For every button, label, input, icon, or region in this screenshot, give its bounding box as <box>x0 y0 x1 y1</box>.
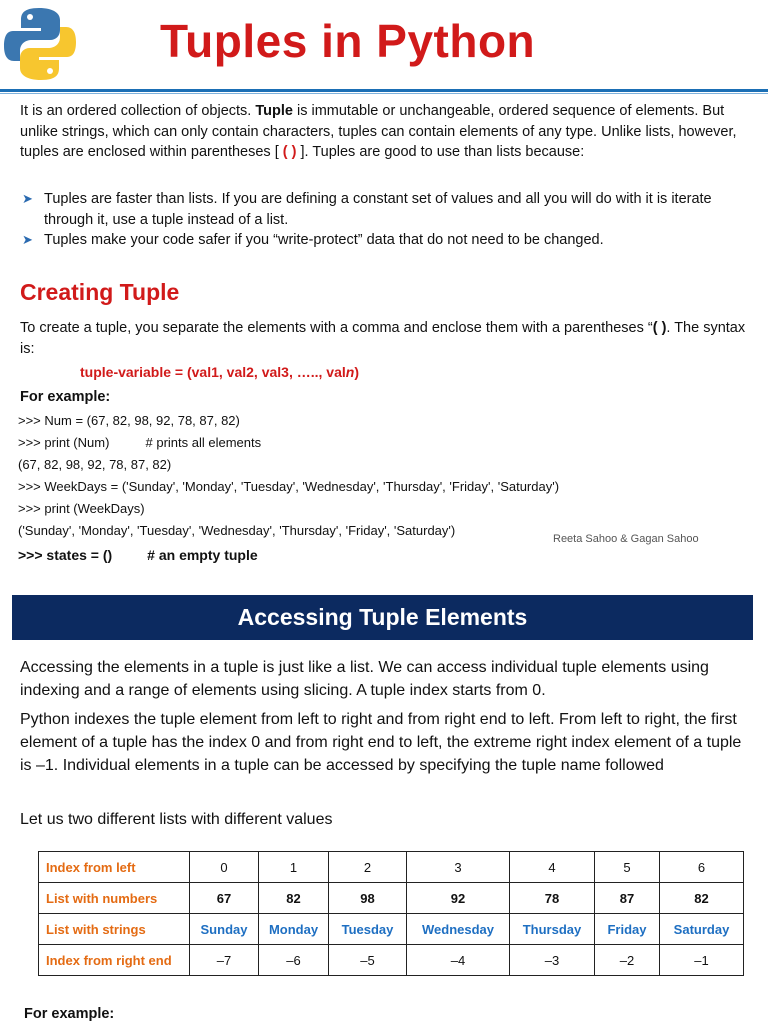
table-cell: –7 <box>190 945 259 976</box>
table-cell: 82 <box>660 883 744 914</box>
row-label: List with numbers <box>39 883 190 914</box>
table-cell: 2 <box>329 852 407 883</box>
accessing-paragraph-1: Accessing the elements in a tuple is just like a list. We can access individual tuple elements using indexing and a range of elements using slicing. A tuple index starts from 0. <box>20 659 709 699</box>
arrow-bullet-icon: ➤ <box>22 232 33 248</box>
accessing-paragraph-3: Let us two different lists with different values <box>20 811 333 828</box>
table-cell: 98 <box>329 883 407 914</box>
code-line: >>> WeekDays = ('Sunday', 'Monday', 'Tuesday', 'Wednesday', 'Thursday', 'Friday', 'Saturday') <box>18 479 560 494</box>
header-divider <box>0 89 768 92</box>
for-example-label-2: For example: <box>24 1006 115 1022</box>
row-label: Index from right end <box>39 945 190 976</box>
row-label: List with strings <box>39 914 190 945</box>
table-cell: Thursday <box>510 914 595 945</box>
table-cell: –1 <box>660 945 744 976</box>
table-cell: 1 <box>259 852 329 883</box>
code-line: >>> Num = (67, 82, 98, 92, 78, 87, 82) <box>18 413 240 428</box>
for-example-label: For example: <box>20 389 111 405</box>
section-banner-accessing: Accessing Tuple Elements <box>12 595 753 640</box>
header-divider-thin <box>0 93 768 94</box>
table-cell: –5 <box>329 945 407 976</box>
python-logo-icon <box>3 6 77 82</box>
code-line: >>> print (WeekDays) <box>18 501 145 516</box>
table-cell: 78 <box>510 883 595 914</box>
code-line: >>> states = () # an empty tuple <box>18 547 258 563</box>
table-row <box>39 914 744 945</box>
table-cell: –4 <box>407 945 510 976</box>
table-cell: Monday <box>259 914 329 945</box>
table-cell: 3 <box>407 852 510 883</box>
code-line: (67, 82, 98, 92, 78, 87, 82) <box>18 457 172 472</box>
table-cell: –3 <box>510 945 595 976</box>
table-cell: Saturday <box>660 914 744 945</box>
syntax-line: tuple-variable = (val1, val2, val3, ….., valn) <box>80 364 359 380</box>
table-cell: 5 <box>595 852 660 883</box>
list-item: ➤ Tuples are faster than lists. If you are defining a constant set of values and all you will do with it is iterate through it, use a tuple instead of a list. <box>22 191 712 228</box>
table-cell: 92 <box>407 883 510 914</box>
creating-paragraph: To create a tuple, you separate the elements with a comma and enclose them with a parentheses “( ). The syntax is: <box>20 320 746 357</box>
table-cell: –6 <box>259 945 329 976</box>
table-cell: 4 <box>510 852 595 883</box>
section-heading-creating-tuple: Creating Tuple <box>20 279 180 305</box>
list-item: ➤ Tuples make your code safer if you “write-protect” data that do not need to be changed. <box>20 230 740 251</box>
table-cell: Wednesday <box>407 914 510 945</box>
table-row <box>39 945 744 976</box>
table-row <box>39 883 744 914</box>
table-cell: 67 <box>190 883 259 914</box>
author-credit: Reeta Sahoo & Gagan Sahoo <box>553 533 699 545</box>
table-row <box>39 852 744 883</box>
accessing-paragraph-2: Python indexes the tuple element from left to right and from right end to left. From left to right, the first element of a tuple has the index 0 and from right end to left, the extreme right index element of a tuple is –1. Individual elements in a tuple can be accessed by specifying the tuple name followed <box>20 711 742 774</box>
table-cell: –2 <box>595 945 660 976</box>
table-cell: Tuesday <box>329 914 407 945</box>
tuple-index-table <box>38 851 744 976</box>
table-cell: 87 <box>595 883 660 914</box>
arrow-bullet-icon: ➤ <box>22 191 33 206</box>
code-line: >>> print (Num) # prints all elements <box>18 435 262 450</box>
table-cell: Sunday <box>190 914 259 945</box>
page-title: Tuples in Python <box>160 15 536 67</box>
table-cell: 6 <box>660 852 744 883</box>
intro-paragraph: It is an ordered collection of objects. Tuple is immutable or unchangeable, ordered sequence of elements. But unlike strings, which can only contain characters, tuples can contain elements of any type. Unlike lists, however, tuples are enclosed within parentheses [ ( ) ]. Tuples are good to use than lists because: <box>20 103 737 161</box>
table-cell: Friday <box>595 914 660 945</box>
table-cell: 82 <box>259 883 329 914</box>
row-label: Index from left <box>39 852 190 883</box>
table-cell: 0 <box>190 852 259 883</box>
code-line: ('Sunday', 'Monday', 'Tuesday', 'Wednesday', 'Thursday', 'Friday', 'Saturday') <box>18 523 456 538</box>
benefits-list <box>20 189 740 251</box>
